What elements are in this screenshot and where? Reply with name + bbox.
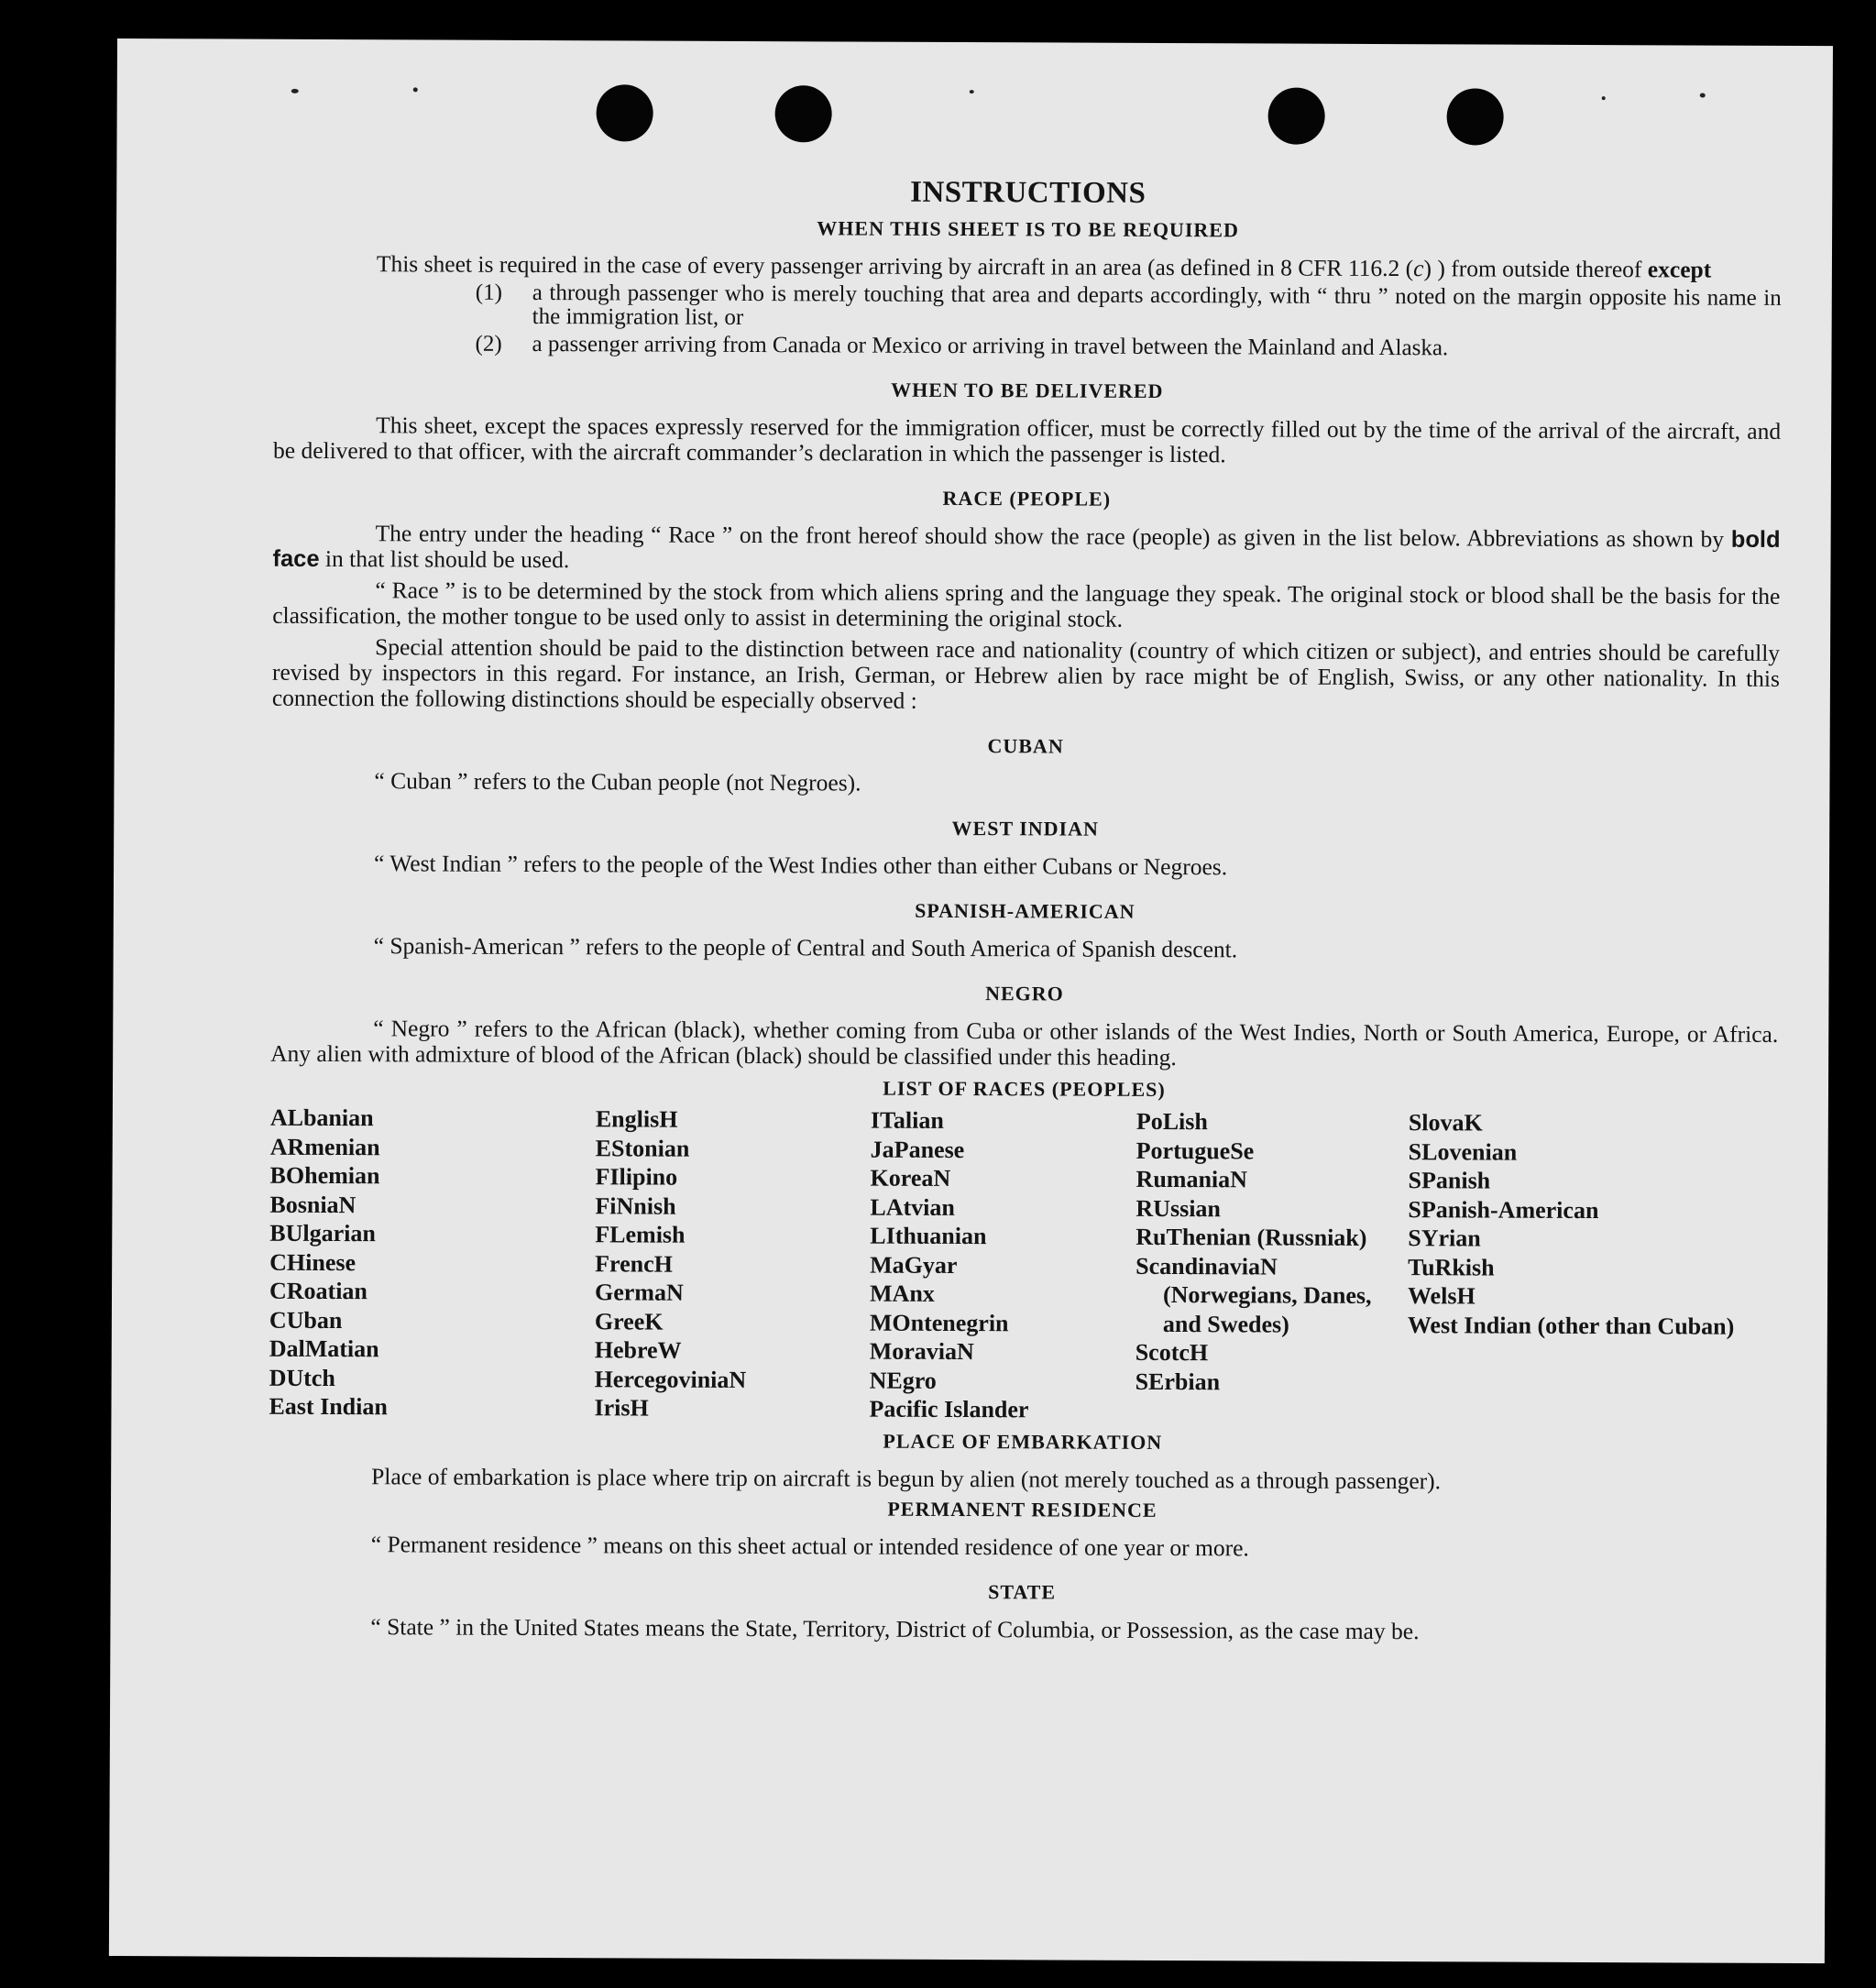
race-item: DalMatian	[269, 1334, 379, 1363]
races-column-4	[1135, 1107, 1409, 1426]
race-item: GermaN	[594, 1279, 684, 1306]
race-item: TuRkish	[1408, 1253, 1495, 1281]
heading-when-required: WHEN THIS SHEET IS TO BE REQUIRED	[817, 216, 1239, 242]
race-item: RUssian	[1135, 1194, 1221, 1222]
race-item: GreeK	[594, 1307, 664, 1335]
required-exception-2	[475, 333, 1781, 362]
heading-state: STATE	[988, 1579, 1057, 1603]
heading-race: RACE (PEOPLE)	[942, 486, 1112, 511]
required-exception-1	[476, 281, 1782, 335]
heading-spanish-american: SPANISH-AMERICAN	[915, 898, 1135, 923]
race-item: CUban	[269, 1306, 343, 1334]
required-intro-part1: This sheet is required in the case of every passenger arriving by aircraft in an area (as defined in 8 CFR 116.2 (	[376, 250, 1414, 282]
punch-hole	[1447, 88, 1504, 145]
races-list	[269, 1104, 1777, 1428]
required-intro-italic: c	[1413, 255, 1424, 282]
race-item: BUlgarian	[269, 1219, 376, 1247]
races-column-2	[594, 1104, 871, 1423]
race-item: FrencH	[595, 1249, 673, 1278]
race-item: PoLish	[1135, 1107, 1208, 1136]
race-item: CRoatian	[269, 1277, 368, 1305]
punch-hole	[1268, 87, 1325, 144]
punch-hole	[597, 84, 653, 141]
heading-when-delivered: WHEN TO BE DELIVERED	[891, 378, 1164, 402]
heading-negro: NEGRO	[985, 982, 1064, 1005]
race-item: HebreW	[594, 1336, 682, 1364]
instructions-content	[268, 173, 1782, 1652]
race-item: RuThenian (Russniak)	[1135, 1223, 1367, 1251]
race-item: ITalian	[870, 1106, 944, 1134]
race-item: FiNnish	[595, 1192, 676, 1220]
heading-place-of-embarkation: PLACE OF EMBARKATION	[883, 1429, 1163, 1454]
race-paragraph-3: Special attention should be paid to the distinction between race and nationality (country of which citizen or subject), and entries should be carefully revised by inspectors in this regard. For instance, an Irish, German, or Hebrew alien by race might be of English, Swiss, or any other nationality. In this connection the following distinctions should be especially observed :	[271, 633, 1781, 714]
heading-west-indian: WEST INDIAN	[951, 816, 1099, 840]
exception-number: (2)	[475, 331, 502, 357]
document-page	[109, 38, 1833, 1963]
race-p1-part1: The entry under the heading “ Race ” on the front hereof should show the race (people) as given in the list below. Abbreviations as shown by	[375, 520, 1725, 553]
race-item: ScotcH	[1135, 1338, 1209, 1367]
race-item: JaPanese	[870, 1136, 965, 1163]
race-item: LAtvian	[870, 1193, 955, 1221]
race-item: SYrian	[1408, 1225, 1481, 1252]
state-text: “ State ” in the United States means the State, Territory, District of Columbia, or Possession, as the case may be.	[370, 1612, 1420, 1644]
race-item: WelsH	[1407, 1282, 1476, 1310]
negro-text: “ Negro ” refers to the African (black), whether coming from Cuba or other islands of the West Indies, North or South America, Europe, or Africa. Any alien with admixture of blood of the African (black) should be classified under this heading.	[270, 1015, 1779, 1071]
race-item: SPanish-American	[1408, 1195, 1599, 1224]
races-column-1	[269, 1104, 596, 1422]
race-item: SPanish	[1408, 1167, 1491, 1194]
west-indian-text: “ West Indian ” refers to the people of the West Indies other than either Cubans or Negroes.	[374, 850, 1228, 881]
dust-speck	[413, 87, 418, 92]
race-item: East Indian	[269, 1392, 388, 1421]
page-title: INSTRUCTIONS	[910, 175, 1146, 210]
race-item: EnglisH	[595, 1105, 678, 1133]
race-item: BosniaN	[269, 1191, 357, 1218]
dust-speck	[291, 89, 299, 93]
exception-text: a through passenger who is merely touching that area and departs accordingly, with “ thru ” noted on the margin opposite his name in the immigration list, or	[532, 280, 1782, 330]
race-item: MAnx	[869, 1280, 935, 1307]
exception-number: (1)	[475, 280, 503, 305]
race-paragraph-2: “ Race ” is to be determined by the stock from which aliens spring and the language they speak. The original stock or blood shall be the basis for the classification, the mother tongue to be used only to assist in determining the original stock.	[272, 577, 1781, 632]
residence-text: “ Permanent residence ” means on this sheet actual or intended residence of one year or more.	[370, 1530, 1249, 1561]
race-item: EStonian	[595, 1134, 690, 1162]
exception-text: a passenger arriving from Canada or Mexico or arriving in travel between the Mainland and Alaska.	[532, 331, 1449, 361]
punch-hole	[775, 85, 832, 142]
race-item: MOntenegrin	[869, 1309, 1009, 1336]
delivered-text: This sheet, except the spaces expressly reserved for the immigration officer, must be correctly filled out by the time of the arrival of the aircraft, and be delivered to that officer, with the aircraft commander’s declaration in which the passenger is listed.	[272, 412, 1782, 468]
heading-cuban: CUBAN	[987, 734, 1064, 758]
race-item: SErbian	[1135, 1367, 1221, 1395]
required-intro-part2: ) ) from outside thereof	[1423, 255, 1642, 283]
race-p1-part2: in that list should be used.	[324, 544, 570, 574]
race-paragraph-1	[272, 521, 1780, 578]
race-item: MoraviaN	[869, 1337, 974, 1366]
race-item: MaGyar	[870, 1251, 958, 1279]
race-item: FLemish	[595, 1221, 686, 1248]
embarkation-text: Place of embarkation is place where trip on aircraft is begun by alien (not merely touched as a through passenger).	[371, 1462, 1442, 1494]
required-intro-bold: except	[1647, 256, 1712, 283]
race-item: SLovenian	[1408, 1137, 1518, 1166]
race-item: LIthuanian	[870, 1222, 987, 1250]
race-item: RumaniaN	[1135, 1165, 1248, 1193]
race-item: SlovaK	[1408, 1109, 1483, 1137]
race-item: KoreaN	[870, 1164, 951, 1192]
dust-speck	[1602, 96, 1606, 100]
required-intro	[274, 251, 1782, 283]
race-item: ScandinaviaN (Norwegians, Danes, and Swedes)	[1135, 1252, 1372, 1338]
race-item: PortugueSe	[1135, 1137, 1255, 1164]
race-item: BOhemian	[269, 1161, 380, 1190]
race-item: West Indian (other than Cuban)	[1407, 1311, 1735, 1340]
dust-speck	[970, 90, 974, 93]
race-p1-bold: bold face	[272, 526, 1781, 572]
race-item: Pacific Islander	[869, 1395, 1029, 1423]
race-item: ALbanian	[269, 1104, 374, 1132]
race-item: NEgro	[869, 1367, 937, 1394]
heading-permanent-residence: PERMANENT RESIDENCE	[887, 1497, 1157, 1521]
spanish-american-text: “ Spanish-American ” refers to the people of Central and South America of Spanish descent.	[373, 932, 1238, 963]
race-item: FIlipino	[595, 1163, 678, 1191]
dust-speck	[1700, 93, 1706, 98]
race-item: CHinese	[269, 1248, 357, 1276]
race-item: IrisH	[594, 1394, 649, 1422]
races-column-5	[1407, 1108, 1778, 1427]
race-item: HercegoviniaN	[594, 1365, 747, 1393]
race-item: ARmenian	[269, 1133, 380, 1160]
races-column-3	[869, 1106, 1136, 1425]
race-item: DUtch	[269, 1364, 335, 1391]
heading-list-of-races: LIST OF RACES (PEOPLES)	[883, 1076, 1166, 1102]
cuban-text: “ Cuban ” refers to the Cuban people (not Negroes).	[374, 767, 861, 796]
